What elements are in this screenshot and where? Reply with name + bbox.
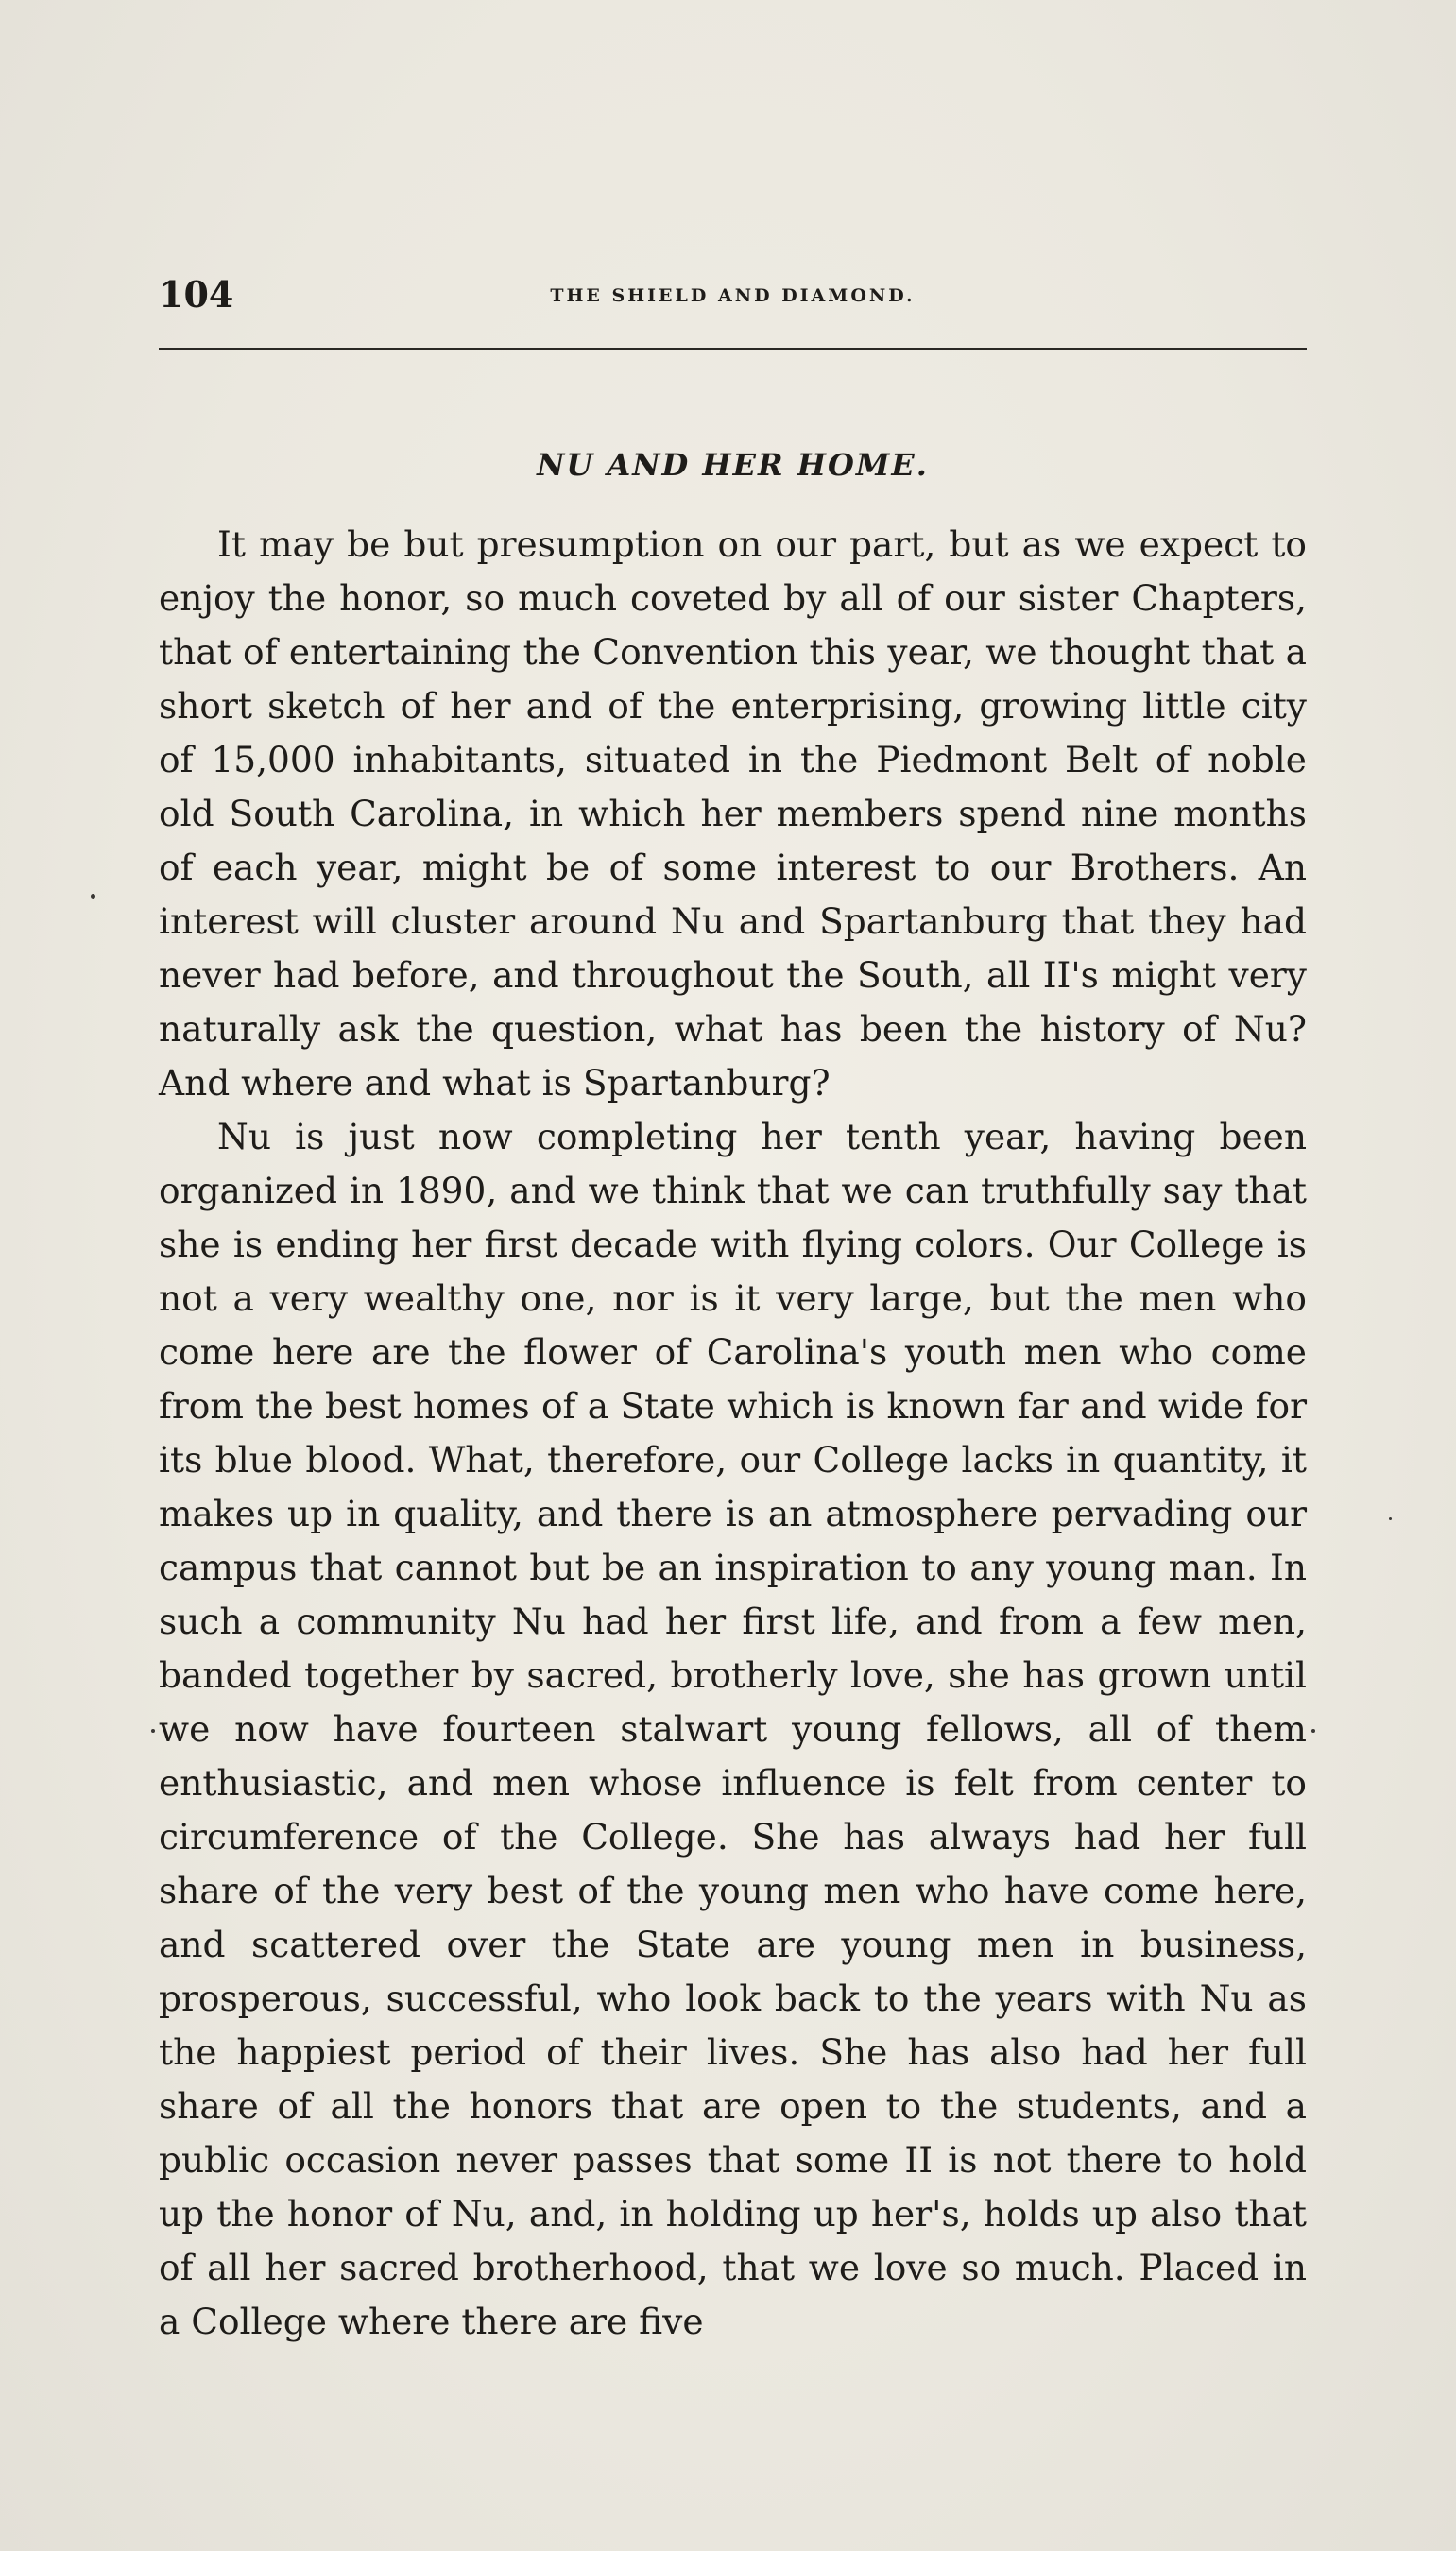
paragraph: Nu is just now completing her tenth year, having been organized in 1890, and we think that we can truthfully say that she is ending her first decade with flying colors. Our College is not a very wealthy one, nor is it very large, but the men who come here are the flower of Carolina's youth men who come from the best homes of a State which is known far and wide for its blue blood. What, therefore, our College lacks in quantity, it makes up in quality, and there is an atmosphere pervading our campus that cannot but be an inspiration to any young man. In such a community Nu had her first life, and from a few men, banded together by sacred, brotherly love, she has grown until we now have fourteen stalwart young fellows, all of them enthusiastic, and men whose influence is felt from center to circumference of the College. She has always had her full share of the very best of the young men who have come here, and scattered over the State are young men in business, prosperous, successful, who look back to the years with Nu as the happiest period of their lives. She has also had her full share of all the honors that are open to the students, and a public occasion never passes that some II is not there to hold up the honor of Nu, and, in holding up her's, holds up also that of all her sacred brotherhood, that we love so much. Placed in a College where there are five <box>159 1116 1307 2342</box>
ink-speck <box>1311 1729 1315 1733</box>
running-title: THE SHIELD AND DIAMOND. <box>550 285 916 306</box>
page-number: 104 <box>159 273 234 316</box>
ink-speck <box>1389 1517 1392 1520</box>
article-title: NU AND HER HOME. <box>537 447 929 483</box>
page-header <box>159 273 1307 316</box>
header-rule <box>159 348 1307 350</box>
ink-speck <box>91 894 95 899</box>
ink-speck <box>151 1729 155 1733</box>
article-body <box>159 518 1307 2349</box>
paragraph: It may be but presumption on our part, but as we expect to enjoy the honor, so much coveted by all of our sister Chapters, that of entertaining the Convention this year, we thought that a short sketch of her and of the enterprising, growing little city of 15,000 inhabitants, situated in the Piedmont Belt of noble old South Carolina, in which her members spend nine months of each year, might be of some interest to our Brothers. An interest will cluster around Nu and Spartanburg that they had never had before, and throughout the South, all II's might very naturally ask the question, what has been the history of Nu? And where and what is Spartanburg? <box>159 523 1307 1104</box>
